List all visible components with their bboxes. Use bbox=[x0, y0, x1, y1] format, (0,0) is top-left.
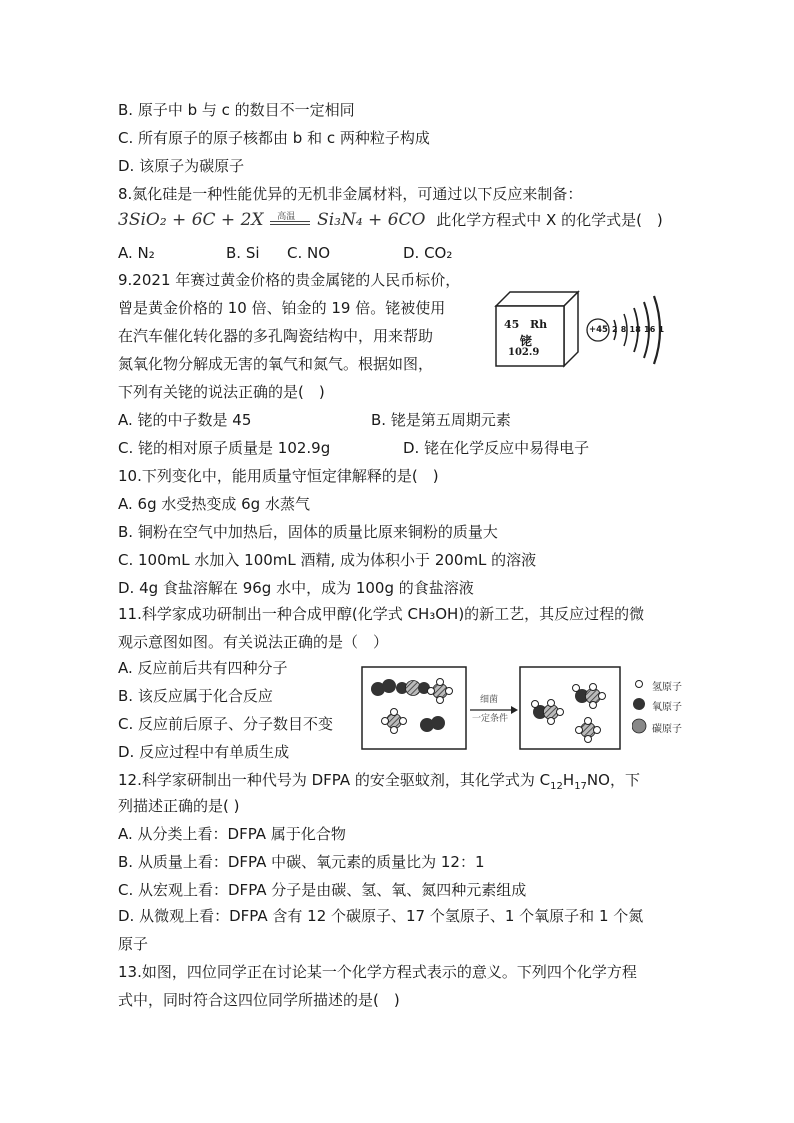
q8-condition: 高温 bbox=[277, 211, 296, 222]
q10-stem: 10.下列变化中，能用质量守恒定律解释的是( ) bbox=[118, 467, 439, 485]
q9-line1: 9.2021 年赛过黄金价格的贵金属铑的人民币标价， bbox=[118, 271, 461, 289]
q11-option-d: D. 反应过程中有单质生成 bbox=[118, 743, 290, 761]
q8-equation-right: Si₃N₄ + 6CO bbox=[317, 210, 426, 230]
q11-option-a: A. 反应前后共有四种分子 bbox=[118, 659, 288, 677]
atomic-nucleus-charge: +45 bbox=[589, 325, 608, 335]
q7-option-b: B. 原子中 b 与 c 的数目不一定相同 bbox=[118, 101, 355, 119]
q9-option-c: C. 铑的相对原子质量是 102.9g bbox=[118, 439, 331, 457]
q9-line4: 氮氧化物分解成无害的氧气和氮气。根据如图， bbox=[118, 355, 434, 373]
legend-oxygen-label: 氧原子 bbox=[652, 702, 682, 713]
element-tile-symbol: Rh bbox=[530, 318, 548, 331]
q9-option-b: B. 铑是第五周期元素 bbox=[371, 411, 511, 429]
q8-option-b: B. Si bbox=[226, 244, 260, 262]
q11-stem: 11.科学家成功研制出一种合成甲醇(化学式 CH₃OH)的新工艺，其反应过程的微 bbox=[118, 605, 645, 623]
q12-stem-tail: NO，下 bbox=[586, 771, 640, 789]
reaction-legend-symbols bbox=[632, 678, 648, 738]
q13-stem-2: 式中，同时符合这四位同学所描述的是( ) bbox=[118, 991, 400, 1009]
q12-formula-c-subscript: 12 bbox=[550, 781, 563, 792]
q8-equation-left: 3SiO₂ + 6C + 2X bbox=[118, 210, 264, 230]
q8-equation bbox=[118, 210, 663, 236]
reaction-condition-top: 细菌 bbox=[480, 695, 499, 705]
q8-condition-arrow bbox=[268, 211, 312, 231]
reaction-micro-diagram bbox=[360, 660, 622, 752]
reaction-condition-bottom: 一定条件 bbox=[472, 714, 509, 724]
element-tile-name: 铑 bbox=[520, 334, 533, 348]
q12-option-c: C. 从宏观上看：DFPA 分子是由碳、氢、氧、氮四种元素组成 bbox=[118, 881, 527, 899]
q9-line3: 在汽车催化转化器的多孔陶瓷结构中，用来帮助 bbox=[118, 327, 434, 345]
q10-option-b: B. 铜粉在空气中加热后，固体的质量比原来铜粉的质量大 bbox=[118, 523, 498, 541]
q8-stem: 8.氮化硅是一种性能优异的无机非金属材料，可通过以下反应来制备： bbox=[118, 185, 583, 203]
q13-stem: 13.如图，四位同学正在讨论某一个化学方程式表示的意义。下列四个化学方程 bbox=[118, 963, 637, 981]
q9-option-d: D. 铑在化学反应中易得电子 bbox=[403, 439, 590, 457]
q8-option-d: D. CO₂ bbox=[403, 244, 453, 262]
q10-option-c: C. 100mL 水加入 100mL 酒精, 成为体积小于 200mL 的溶液 bbox=[118, 551, 537, 569]
q12-stem-2: 列描述正确的是( ) bbox=[118, 797, 240, 815]
q12-option-d-cont: 原子 bbox=[118, 935, 149, 953]
q11-option-c: C. 反应前后原子、分子数目不变 bbox=[118, 715, 334, 733]
q9-line5: 下列有关铑的说法正确的是( ) bbox=[118, 383, 325, 401]
element-tile-mass: 102.9 bbox=[508, 347, 540, 358]
q9-line2: 曾是黄金价格的 10 倍、铂金的 19 倍。铑被使用 bbox=[118, 299, 446, 317]
q8-equation-tail: 此化学方程式中 X 的化学式是( ) bbox=[436, 211, 663, 229]
oxygen-atom-icon bbox=[633, 698, 645, 710]
q12-stem-pre: 12.科学家研制出一种代号为 DFPA 的安全驱蚊剂，其化学式为 C bbox=[118, 771, 551, 789]
hydrogen-atom-icon bbox=[636, 681, 643, 688]
q12-option-b: B. 从质量上看：DFPA 中碳、氧元素的质量比为 12：1 bbox=[118, 853, 485, 871]
reactants-box bbox=[362, 667, 466, 749]
q8-option-c: C. NO bbox=[287, 244, 331, 262]
legend-carbon-label: 碳原子 bbox=[652, 724, 682, 735]
q12-formula-h: H bbox=[562, 771, 575, 789]
q12-stem bbox=[118, 770, 640, 790]
carbon-atom-icon bbox=[632, 719, 646, 733]
element-tile-number: 45 bbox=[504, 318, 520, 331]
q8-option-a: A. N₂ bbox=[118, 244, 155, 262]
q11-option-b: B. 该反应属于化合反应 bbox=[118, 687, 273, 705]
q12-option-d: D. 从微观上看：DFPA 含有 12 个碳原子、17 个氢原子、1 个氧原子和 1 个氮 bbox=[118, 907, 644, 925]
legend-hydrogen-label: 氢原子 bbox=[652, 682, 682, 693]
q10-option-d: D. 4g 食盐溶解在 96g 水中，成为 100g 的食盐溶液 bbox=[118, 579, 474, 597]
q12-option-a: A. 从分类上看：DFPA 属于化合物 bbox=[118, 825, 346, 843]
atomic-shell-electrons: 2 8 18 16 1 bbox=[612, 325, 665, 334]
q12-formula-h-subscript: 17 bbox=[574, 781, 587, 792]
q10-option-a: A. 6g 水受热变成 6g 水蒸气 bbox=[118, 495, 310, 513]
q7-option-c: C. 所有原子的原子核都由 b 和 c 两种粒子构成 bbox=[118, 129, 430, 147]
q11-stem-2: 观示意图如图。有关说法正确的是（ ） bbox=[118, 633, 389, 651]
q9-option-a: A. 铑的中子数是 45 bbox=[118, 411, 252, 429]
q7-option-d: D. 该原子为碳原子 bbox=[118, 157, 245, 175]
